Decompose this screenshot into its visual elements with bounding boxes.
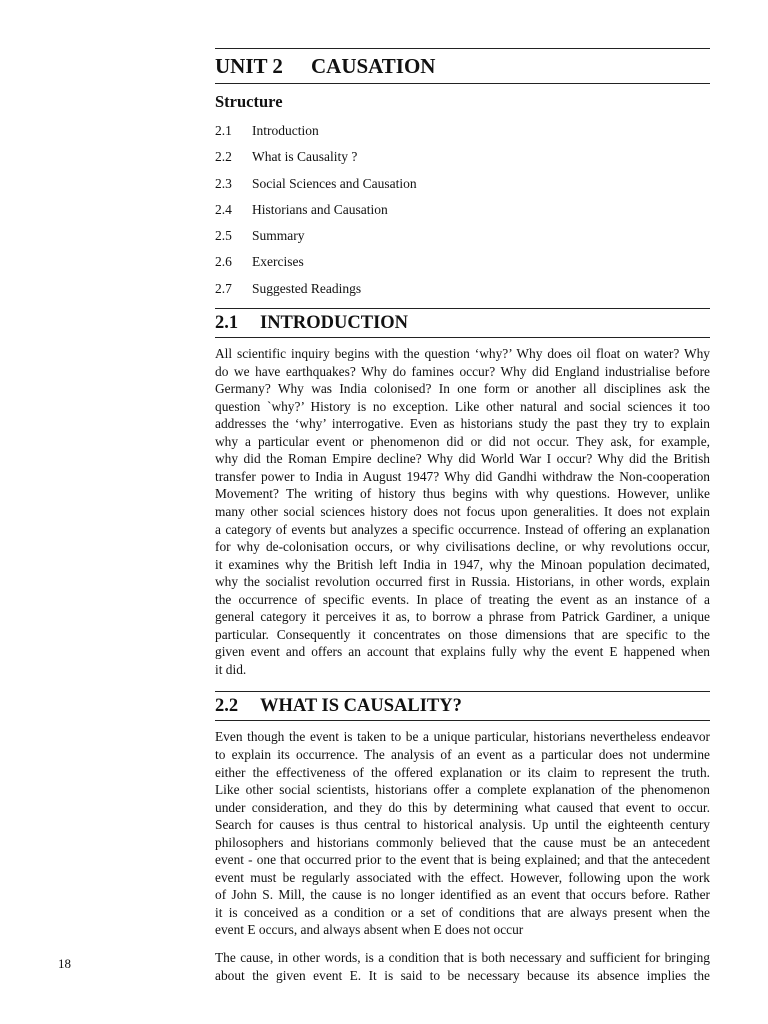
section-heading-introduction [215, 310, 710, 336]
paragraph-line: addresses the ‘why’ interrogative. Even as historians study the past they try to explain [215, 416, 710, 432]
paragraph-line: the occurrence of specific events. In place of treating the event as an instance of a [215, 591, 710, 607]
paragraph-line: Like other social scientists, historians offer a complete explanation of the phenomenon [215, 782, 710, 798]
section-rule [215, 720, 710, 721]
structure-item [215, 144, 710, 170]
paragraph [215, 949, 710, 984]
unit-title [215, 51, 710, 81]
structure-item [215, 249, 710, 275]
page-content [215, 48, 710, 984]
structure-item-number: 2.4 [215, 201, 232, 217]
structure-item-number: 2.6 [215, 254, 232, 270]
structure-item [215, 118, 710, 144]
paragraph-line: many other social sciences history does not focus upon generalities. It does not explain [215, 504, 710, 519]
paragraph-line: to explain its occurrence. The analysis of an event as a particular does not undermine [215, 747, 710, 763]
structure-item [215, 276, 710, 302]
paragraph-line: given event and offers an account that explains fully why the event E happened when [215, 644, 710, 660]
paragraph [215, 345, 710, 678]
paragraph [215, 728, 710, 939]
section-rule [215, 308, 710, 309]
structure-item-label: Exercises [252, 254, 304, 270]
unit-name: CAUSATION [311, 54, 436, 78]
paragraph-line: do we have earthquakes? Why do famines occur? Why did England industrialise before [215, 363, 710, 379]
section-title: INTRODUCTION [260, 313, 409, 334]
structure-item-label: Summary [252, 228, 305, 244]
paragraph-line: under consideration, and they do this by determining what caused that event to occur. [215, 799, 710, 815]
structure-item-label: What is Causality ? [252, 149, 358, 165]
structure-item-label: Suggested Readings [252, 280, 362, 296]
paragraph-line: why the socialist revolution occurred first in Russia. Historians, in other words, explain [215, 574, 710, 590]
paragraph-line: All scientific inquiry begins with the question ‘why?’ Why does oil float on water? Why [215, 346, 710, 362]
paragraph-line: it is conceived as a condition or a set of conditions that are always present when the [215, 904, 710, 920]
paragraph-line: general category it perceives it as, to borrow a phrase from Patrick Gardiner, a unique [215, 609, 710, 625]
paragraph-line: Movement? The writing of history thus begins with why questions. However, unlike [215, 486, 710, 502]
structure-item [215, 197, 710, 223]
structure-item-number: 2.5 [215, 228, 232, 244]
structure-item-number: 2.1 [215, 123, 232, 138]
paragraph-line: a category of events but analyzes a specific occurrence. Instead of offering an explanation [215, 521, 710, 537]
paragraph-line: why a particular event or phenomenon did or did not occur. They ask, for example, [215, 433, 710, 449]
structure-item [215, 171, 710, 197]
section-rule [215, 337, 710, 338]
paragraph-line: Search for causes is thus central to historical analysis. Up until the eighteenth century [215, 817, 710, 833]
paragraph-line: about the given event E. It is said to be necessary because its absence implies the [215, 967, 710, 983]
paragraph-line: it examines why the British left India in 1947, why the Minoan population decimated, [215, 556, 710, 572]
paragraph-line: of John S. Mill, the cause is no longer identified as an event that occurs before. Rather [215, 887, 710, 903]
paragraph-line: Even though the event is taken to be a unique particular, historians nevertheless endeavor [215, 729, 710, 745]
section-title: WHAT IS CAUSALITY? [260, 696, 462, 717]
paragraph-line: particular. Consequently it concentrates on those dimensions that are specific to the [215, 626, 710, 642]
page-number: 18 [58, 956, 71, 971]
paragraph-line: it did. [215, 661, 247, 677]
section-number: 2.1 [215, 313, 239, 334]
structure-item-label: Historians and Causation [252, 201, 388, 217]
structure-item-number: 2.7 [215, 280, 232, 296]
structure-heading: Structure [215, 92, 283, 111]
paragraph-line: question `why?’ History is no exception. Like other natural and social sciences it too [215, 398, 710, 414]
paragraph-line: for why de-colonisation occurs, or why civilisations decline, or why revolutions occur, [215, 539, 710, 555]
structure-item-label: Introduction [252, 123, 319, 138]
paragraph-line: why did the Roman Empire decline? Why did World War I occur? Why did the British [215, 451, 710, 467]
unit-number: UNIT 2 [215, 54, 283, 78]
unit-title-rule [215, 83, 710, 84]
section-rule [215, 691, 710, 692]
structure-item-label: Social Sciences and Causation [252, 175, 417, 191]
paragraph-line: event must be regularly associated with the effect. However, following upon the work [215, 869, 710, 885]
paragraph-line: event E occurs, and always absent when E does not occur [215, 922, 524, 938]
section-heading-what-is-causality [215, 693, 710, 719]
paragraph-line: The cause, in other words, is a condition that is both necessary and sufficient for bringing [215, 950, 710, 966]
paragraph-line: either the effectiveness of the offered explanation or its claim to represent the truth. [215, 764, 710, 780]
paragraph-line: transfer power to India in August 1947? Why did Gandhi withdraw the Non-cooperation [215, 468, 710, 484]
paragraph-line: Germany? Why was India colonised? In one form or another all disciplines ask the [215, 381, 710, 397]
structure-item-number: 2.3 [215, 175, 232, 191]
structure-item-number: 2.2 [215, 149, 232, 165]
paragraph-line: event - one that occurred prior to the event that is being explained; and that the antecedent [215, 852, 710, 868]
structure-item [215, 223, 710, 249]
top-rule [215, 48, 710, 49]
paragraph-line: philosophers and historians commonly believed that the cause must be an antecedent [215, 834, 710, 850]
section-number: 2.2 [215, 696, 239, 717]
structure-list [215, 118, 710, 302]
